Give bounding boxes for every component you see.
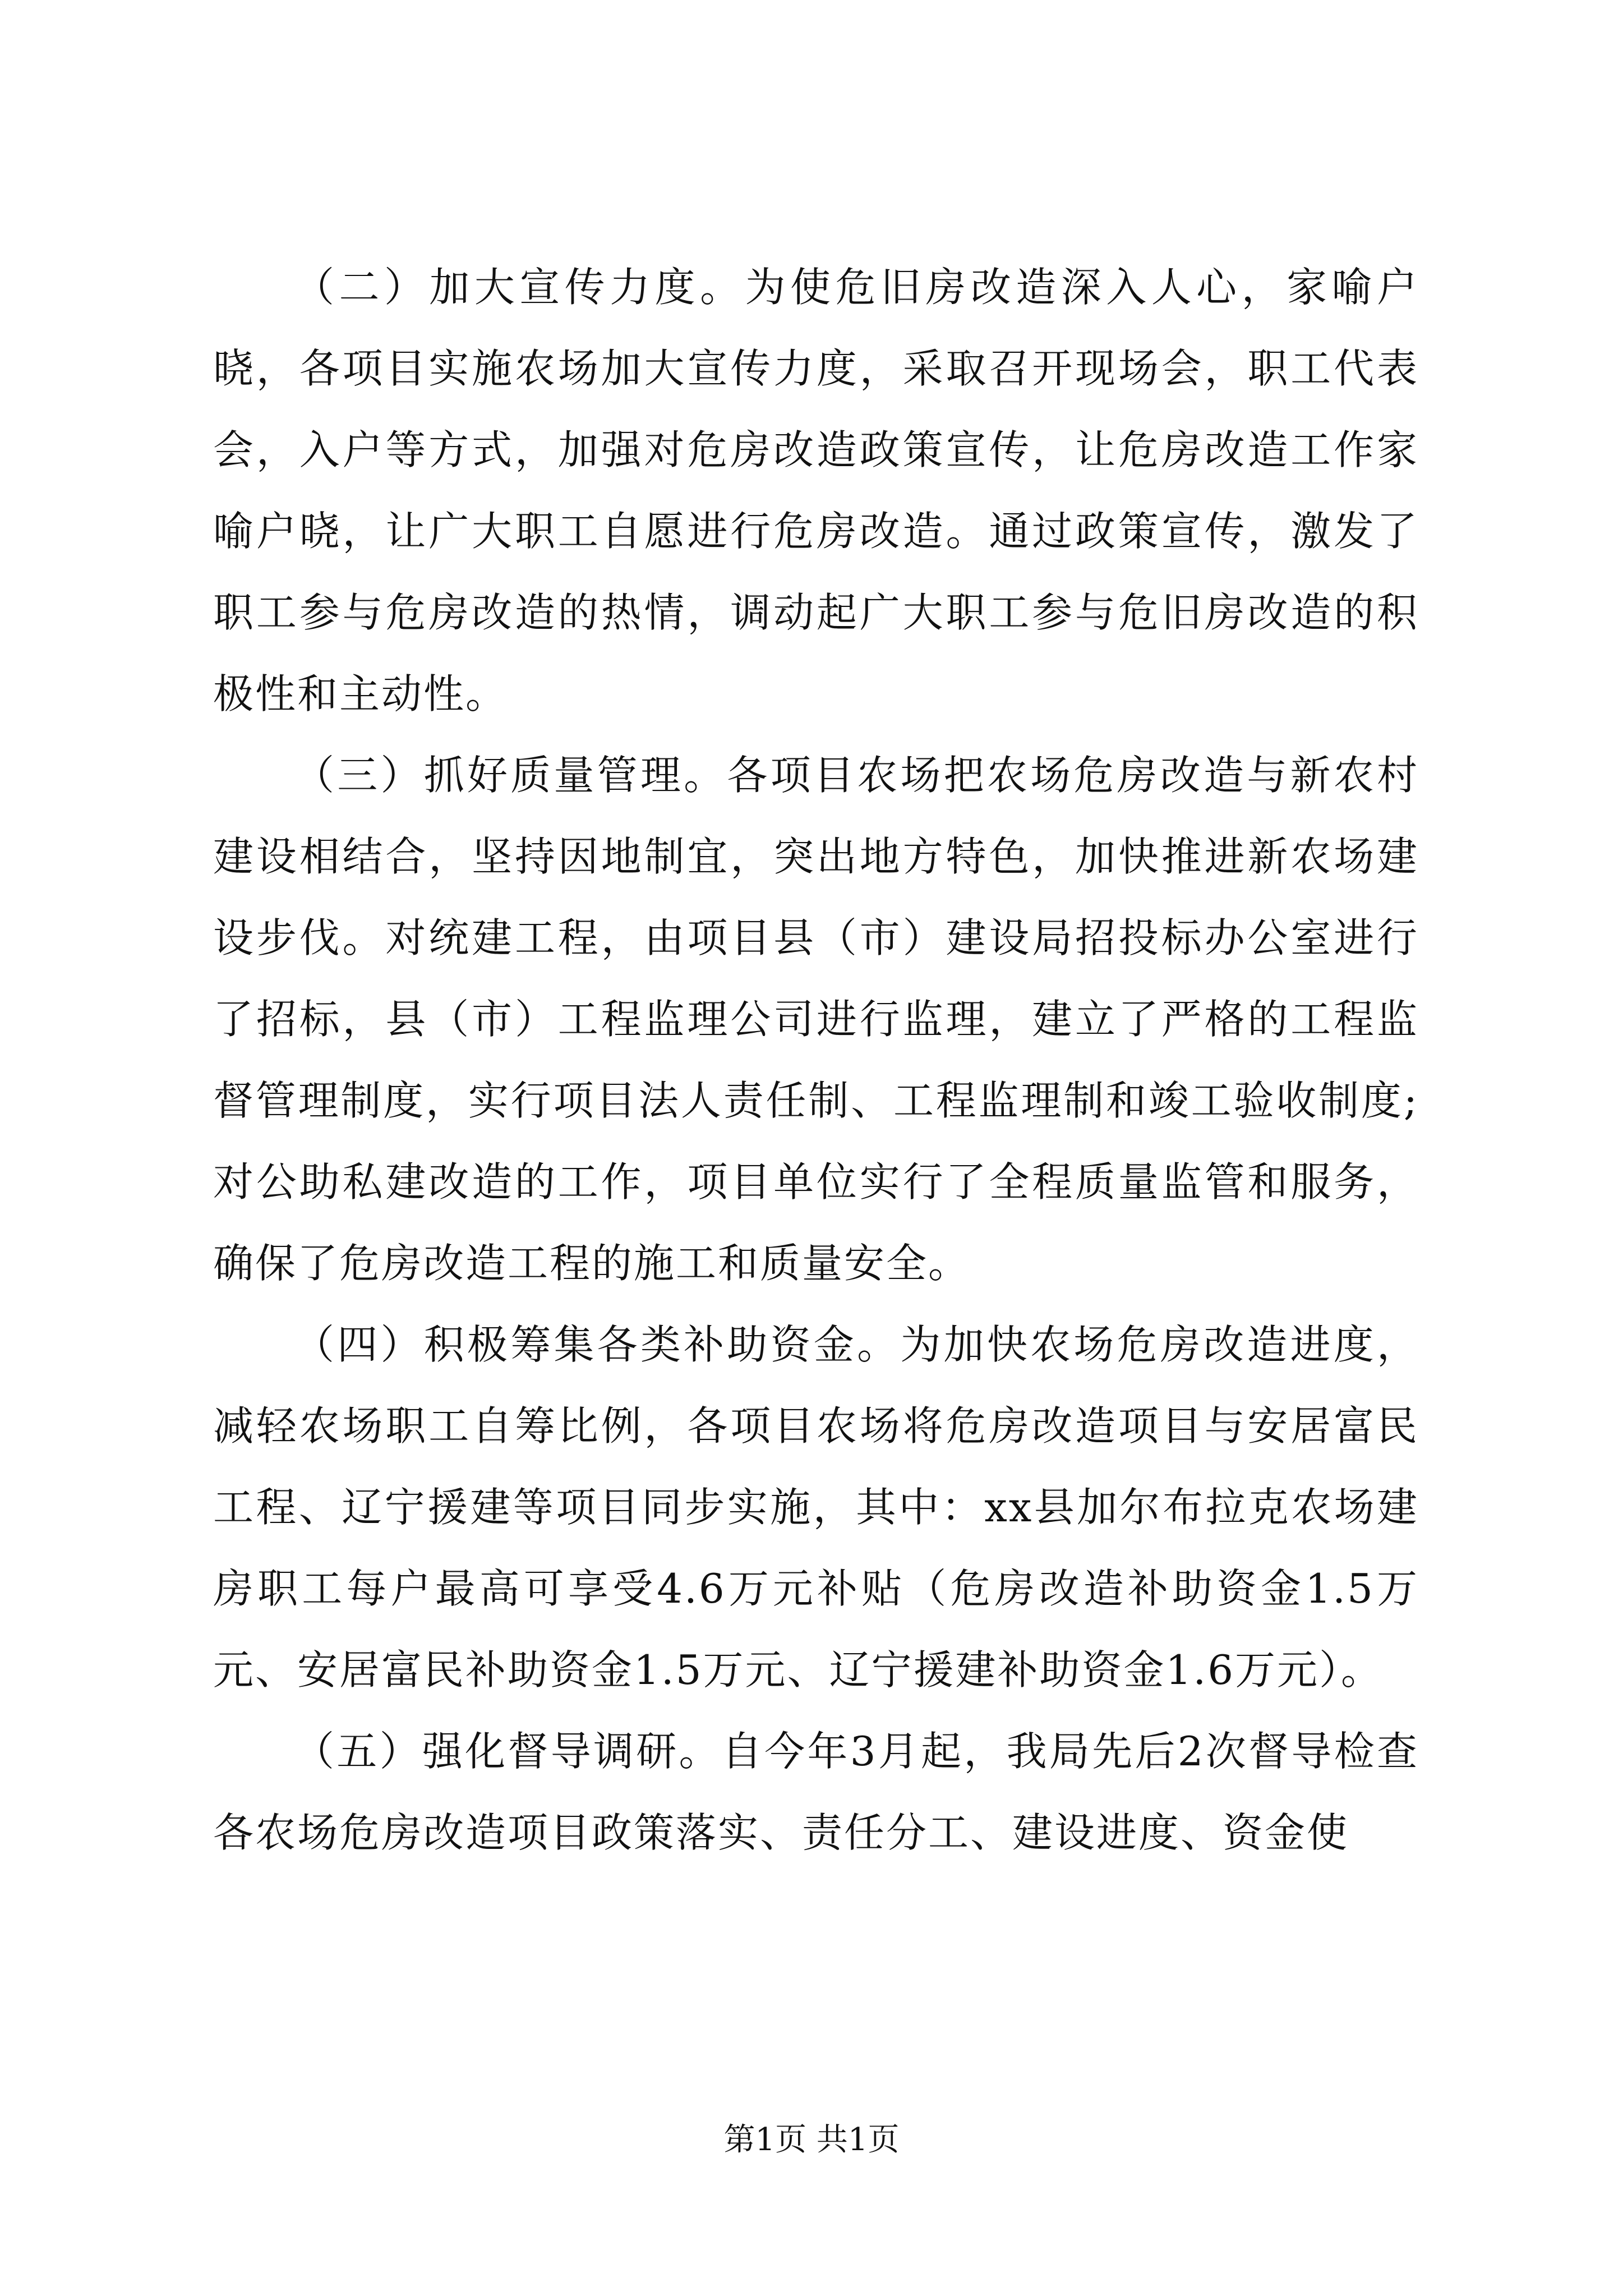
page-footer: 第1页 共1页 <box>723 2122 900 2158</box>
document-body <box>213 247 1419 1874</box>
paragraph-quality-management: （三）抓好质量管理。各项目农场把农场危房改造与新农村建设相结合，坚持因地制宜，突出地方特色，加快推进新农场建设步伐。对统建工程，由项目县（市）建设局招投标办公室进行了招标，县（市）工程监理公司进行监理，建立了严格的工程监督管理制度，实行项目法人责任制、工程监理制和竣工验收制度;对公助私建改造的工作，项目单位实行了全程质量监管和服务，确保了危房改造工程的施工和质量安全。 <box>213 752 1419 1287</box>
paragraph-supervision: （五）强化督导调研。自今年3月起，我局先后2次督导检查各农场危房改造项目政策落实、责任分工、建设进度、资金使 <box>213 1728 1419 1856</box>
paragraph-publicity: （二）加大宣传力度。为使危旧房改造深入人心，家喻户晓，各项目实施农场加大宣传力度，采取召开现场会，职工代表会，入户等方式，加强对危房改造政策宣传，让危房改造工作家喻户晓，让广大职工自愿进行危房改造。通过政策宣传，激发了职工参与危房改造的热情，调动起广大职工参与危旧房改造的积极性和主动性。 <box>213 264 1419 717</box>
paragraph-subsidy-funds: （四）积极筹集各类补助资金。为加快农场危房改造进度，减轻农场职工自筹比例，各项目农场将危房改造项目与安居富民工程、辽宁援建等项目同步实施，其中：xx县加尔布拉克农场建房职工每户最高可享受4.6万元补贴（危房改造补助资金1.5万元、安居富民补助资金1.5万元、辽宁援建补助资金1.6万元）。 <box>213 1321 1419 1694</box>
